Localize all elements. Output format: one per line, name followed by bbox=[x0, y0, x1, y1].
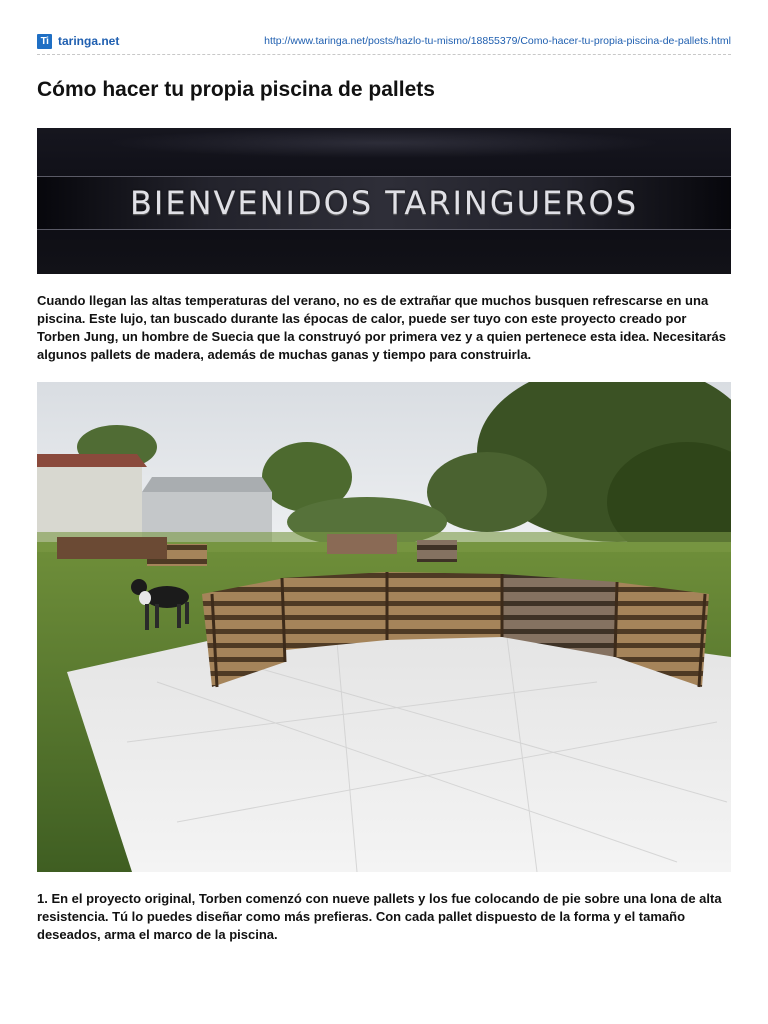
banner-glare bbox=[106, 128, 661, 158]
site-name[interactable]: taringa.net bbox=[58, 34, 120, 48]
pallet-pool-photo bbox=[37, 382, 731, 872]
page-header bbox=[37, 30, 731, 52]
step-1-paragraph: 1. En el proyecto original, Torben comenzó con nueve pallets y los fue colocando de pie sobre una lona de alta resistencia. Tú lo puedes diseñar como más prefieras. Con cada pallet dispuesto de la forma y el tamaño deseados, arma el marco de la piscina. bbox=[37, 891, 722, 942]
tarp bbox=[67, 628, 731, 872]
intro-paragraph: Cuando llegan las altas temperaturas del verano, no es de extrañar que muchos busquen refrescarse en una piscina. Este lujo, tan buscado durante las épocas de calor, puede ser tuyo con este proyecto creado por Torben Jung, un hombre de Suecia que la construyó por primera vez y a quien pertenece esta idea. Necesitarás algunos pallets de madera, además de muchas ganas y tiempo para construirla. bbox=[37, 293, 726, 362]
banner-text: BIENVENIDOS TARINGUEROS bbox=[129, 184, 639, 222]
article-title: Cómo hacer tu propia piscina de pallets bbox=[37, 78, 435, 101]
welcome-banner bbox=[37, 128, 731, 274]
site-brand[interactable] bbox=[37, 34, 119, 49]
header-divider bbox=[37, 54, 731, 55]
taringa-logo-icon: Ti bbox=[37, 34, 52, 49]
page-url-link[interactable]: http://www.taringa.net/posts/hazlo-tu-mismo/18855379/Como-hacer-tu-propia-piscina-de-pallets.html bbox=[264, 35, 731, 47]
